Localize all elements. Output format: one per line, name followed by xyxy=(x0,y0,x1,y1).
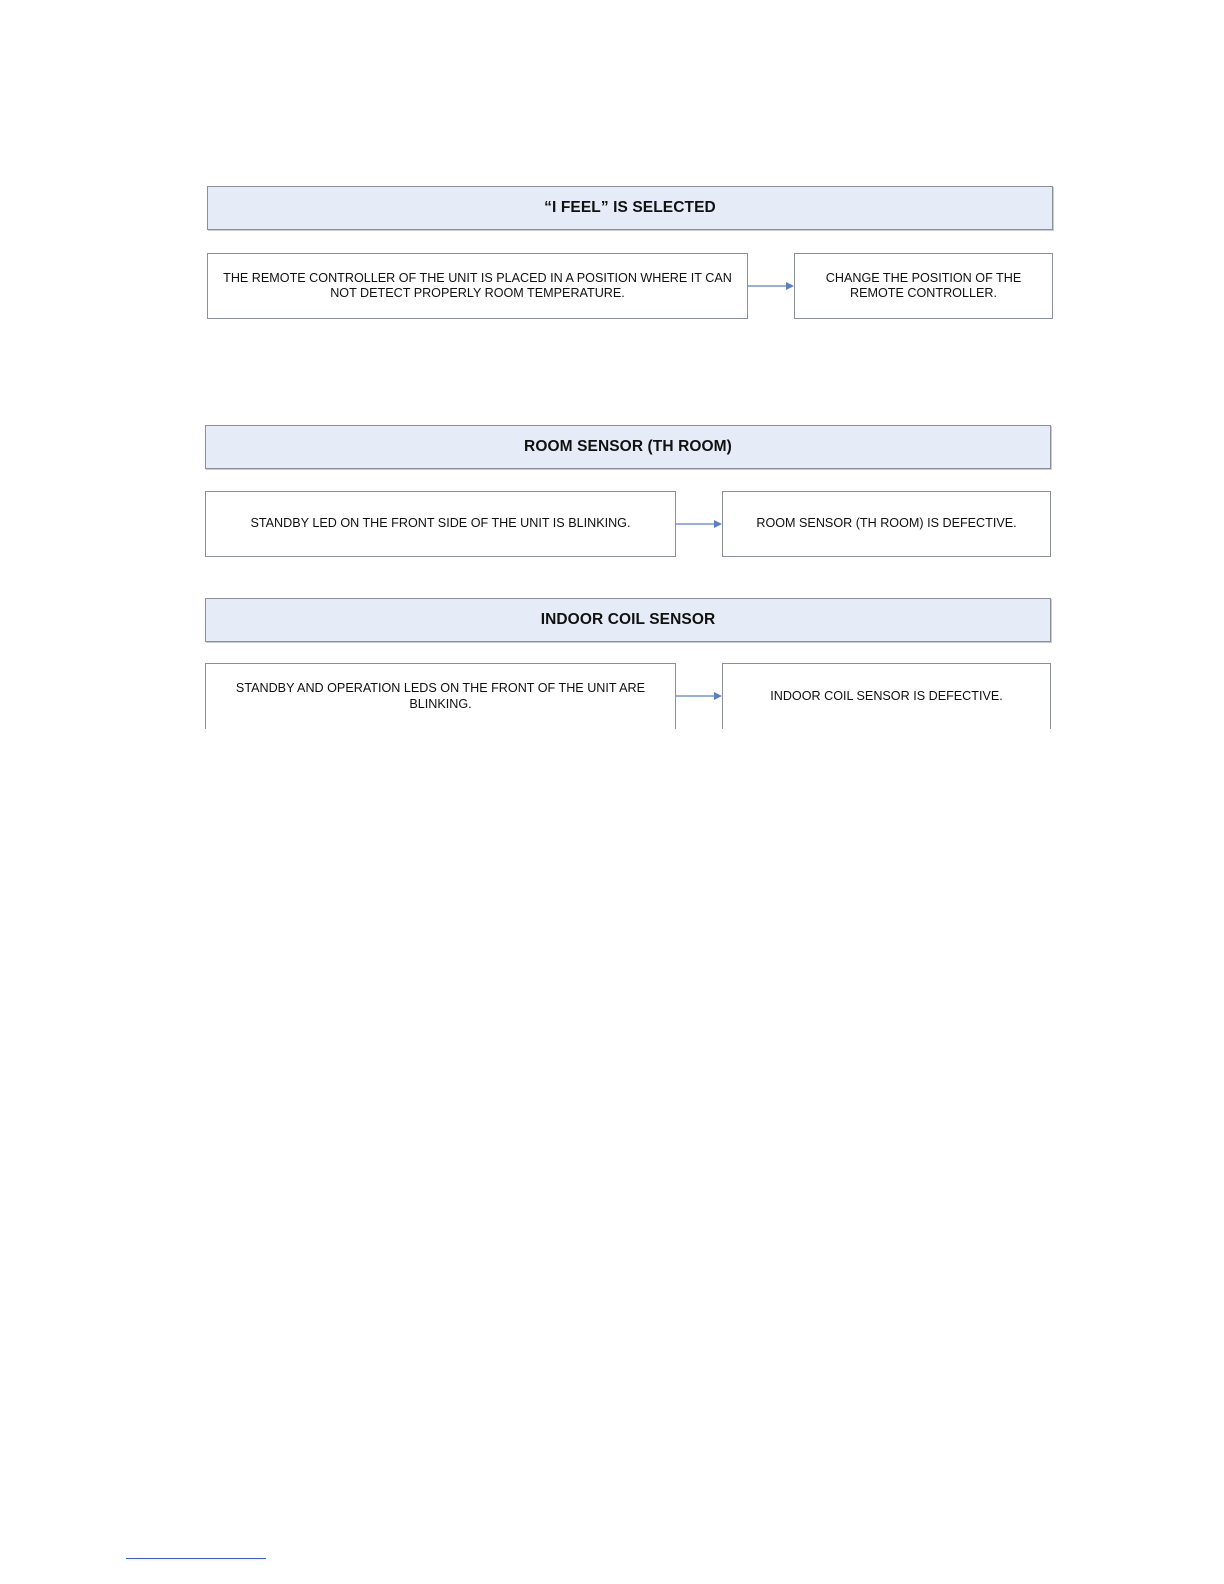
section-title: ROOM SENSOR (TH ROOM) xyxy=(205,425,1051,469)
arrow-right-icon xyxy=(676,690,722,702)
result-box: CHANGE THE POSITION OF THE REMOTE CONTROLLER. xyxy=(794,253,1053,319)
result-box: INDOOR COIL SENSOR IS DEFECTIVE. xyxy=(722,663,1051,729)
condition-box: THE REMOTE CONTROLLER OF THE UNIT IS PLACED IN A POSITION WHERE IT CAN NOT DETECT PROPERLY ROOM TEMPERATURE. xyxy=(207,253,748,319)
section-title: INDOOR COIL SENSOR xyxy=(205,598,1051,642)
condition-box: STANDBY LED ON THE FRONT SIDE OF THE UNIT IS BLINKING. xyxy=(205,491,676,557)
section-title: “I FEEL” IS SELECTED xyxy=(207,186,1053,230)
condition-box: STANDBY AND OPERATION LEDS ON THE FRONT OF THE UNIT ARE BLINKING. xyxy=(205,663,676,729)
arrow-right-icon xyxy=(748,280,794,292)
arrow-right-icon xyxy=(676,518,722,530)
footnote-divider xyxy=(126,1558,266,1559)
section-room-sensor xyxy=(205,425,1051,559)
result-box: ROOM SENSOR (TH ROOM) IS DEFECTIVE. xyxy=(722,491,1051,557)
section-indoor-coil-sensor xyxy=(205,598,1051,730)
section-i-feel xyxy=(207,186,1053,320)
